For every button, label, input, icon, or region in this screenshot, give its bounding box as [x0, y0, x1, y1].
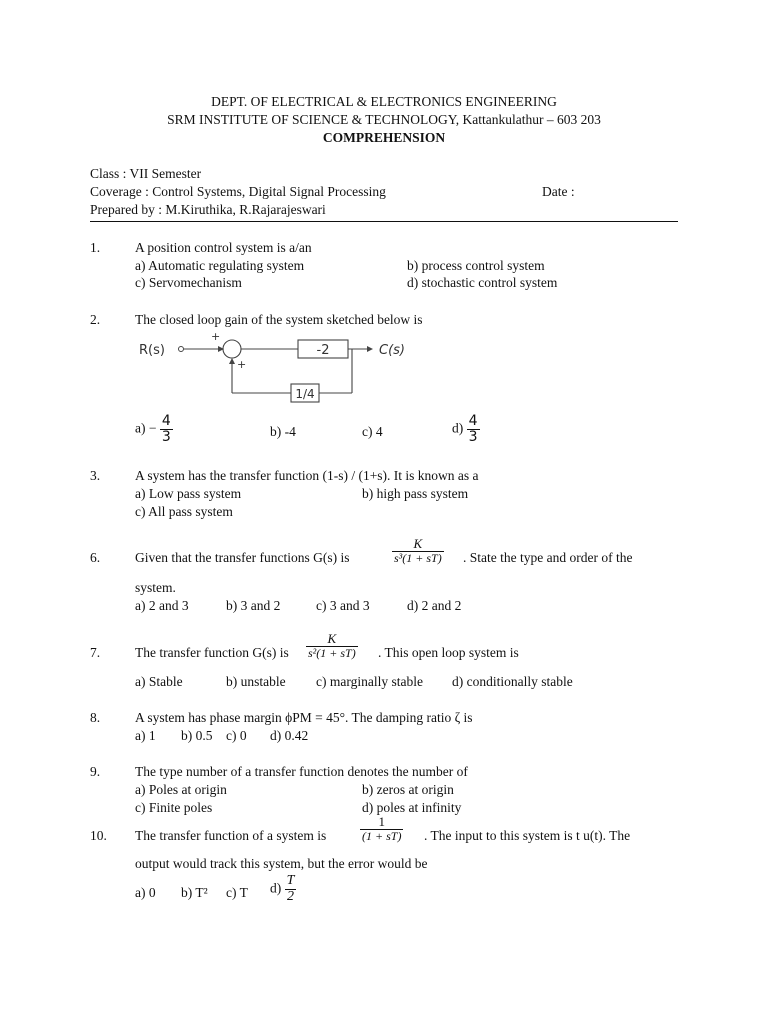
option-d	[270, 874, 296, 904]
option-d: d) 0.42	[270, 728, 309, 743]
feedback-gain-label: 1/4	[295, 387, 315, 401]
option-a	[135, 414, 173, 444]
option-d: d) conditionally stable	[452, 674, 573, 689]
option-a: a) Low pass system	[135, 486, 242, 501]
option-d-fraction	[285, 874, 297, 904]
option-d: d) poles at infinity	[362, 800, 462, 815]
forward-gain-label: -2	[316, 343, 330, 358]
option-c: c) Finite poles	[135, 800, 213, 815]
option-a: a) 2 and 3	[135, 598, 189, 613]
option-a: a) Stable	[135, 674, 183, 689]
transfer-function	[306, 632, 358, 659]
question-text-continued: output would track this system, but the error would be	[135, 856, 428, 871]
option-d	[452, 414, 480, 444]
question-text: The transfer function G(s) is	[135, 645, 289, 660]
fraction-denominator: s³(1 + sT)	[394, 550, 442, 565]
option-c: c) T	[226, 885, 248, 900]
coverage-line: Coverage : Control Systems, Digital Signal Processing	[90, 184, 386, 199]
question-number: 9.	[90, 764, 101, 779]
fraction-denominator: 2	[285, 889, 297, 905]
question-text: The closed loop gain of the system sketched below is	[135, 312, 423, 327]
option-d-prefix: d)	[452, 420, 464, 436]
option-a: a) Poles at origin	[135, 782, 227, 797]
question-text: The transfer function of a system is	[135, 828, 327, 843]
option-c: c) 3 and 3	[316, 598, 370, 613]
sum-sign-bottom: +	[237, 358, 247, 371]
fraction-numerator: 1	[378, 814, 385, 829]
input-node	[179, 347, 184, 352]
option-a: a) 0	[135, 885, 156, 900]
option-b: b) 3 and 2	[226, 598, 281, 613]
question-number: 3.	[90, 468, 101, 483]
transfer-function	[360, 815, 403, 842]
option-c: c) marginally stable	[316, 674, 423, 689]
option-b: b) 0.5	[181, 728, 213, 743]
question-text-continued: system.	[135, 580, 176, 595]
option-d-fraction	[467, 414, 480, 444]
fraction-numerator: K	[413, 536, 423, 551]
question-text-after: . The input to this system is t u(t). The	[424, 828, 631, 843]
option-a: a) 1	[135, 728, 156, 743]
fraction-numerator: T	[286, 873, 295, 888]
question-number: 2.	[90, 312, 101, 327]
question-number: 10.	[90, 828, 107, 843]
tf-fraction	[306, 632, 358, 659]
question-text: A system has phase margin ϕPM = 45°. The damping ratio ζ is	[135, 710, 473, 725]
fraction-denominator: 3	[468, 428, 478, 445]
sum-sign-top: +	[211, 330, 221, 343]
option-c: c) 4	[362, 424, 383, 439]
fraction-numerator: 4	[468, 413, 478, 429]
tf-fraction	[360, 815, 403, 842]
option-c: c) 0	[226, 728, 247, 743]
question-text: The type number of a transfer function denotes the number of	[135, 764, 468, 779]
question-text: A system has the transfer function (1-s) / (1+s). It is known as a	[135, 468, 479, 483]
question-number: 7.	[90, 645, 101, 660]
tf-fraction	[392, 537, 444, 564]
option-d: d) 2 and 2	[407, 598, 462, 613]
option-b: b) process control system	[407, 258, 545, 273]
option-b: b) -4	[270, 424, 296, 439]
option-b: b) high pass system	[362, 486, 469, 501]
option-a-prefix: a) −	[135, 420, 157, 436]
summing-junction	[223, 340, 241, 358]
fraction-denominator: 3	[161, 428, 171, 445]
fraction-denominator: s²(1 + sT)	[308, 645, 356, 660]
institute-heading: SRM INSTITUTE OF SCIENCE & TECHNOLOGY, Kattankulathur – 603 203	[167, 112, 601, 127]
question-number: 6.	[90, 550, 101, 565]
fraction-denominator: (1 + sT)	[362, 828, 402, 843]
header-divider	[90, 221, 678, 222]
output-label: C(s)	[379, 343, 405, 358]
option-c: c) Servomechanism	[135, 275, 242, 290]
prepared-by-line: Prepared by : M.Kiruthika, R.Rajarajeswari	[90, 202, 326, 217]
option-b: b) T²	[181, 885, 208, 900]
option-b: b) unstable	[226, 674, 286, 689]
option-a-fraction	[160, 414, 173, 444]
date-label: Date :	[542, 184, 575, 199]
document-title: COMPREHENSION	[322, 130, 446, 145]
dept-heading: DEPT. OF ELECTRICAL & ELECTRONICS ENGINEERING	[211, 94, 557, 109]
question-text: A position control system is a/an	[135, 240, 312, 255]
input-label: R(s)	[139, 343, 165, 358]
question-number: 1.	[90, 240, 101, 255]
option-b: b) zeros at origin	[362, 782, 454, 797]
question-number: 8.	[90, 710, 101, 725]
option-c: c) All pass system	[135, 504, 233, 519]
question-text-after: . This open loop system is	[378, 645, 519, 660]
fraction-numerator: K	[327, 631, 337, 646]
option-d: d) stochastic control system	[407, 275, 558, 290]
option-d-prefix: d)	[270, 880, 282, 896]
fraction-numerator: 4	[161, 413, 171, 429]
question-text-after: . State the type and order of the	[463, 550, 633, 565]
transfer-function	[392, 537, 444, 564]
class-line: Class : VII Semester	[90, 166, 202, 181]
block-diagram	[135, 330, 440, 410]
question-text: Given that the transfer functions G(s) is	[135, 550, 350, 565]
option-a: a) Automatic regulating system	[135, 258, 305, 273]
